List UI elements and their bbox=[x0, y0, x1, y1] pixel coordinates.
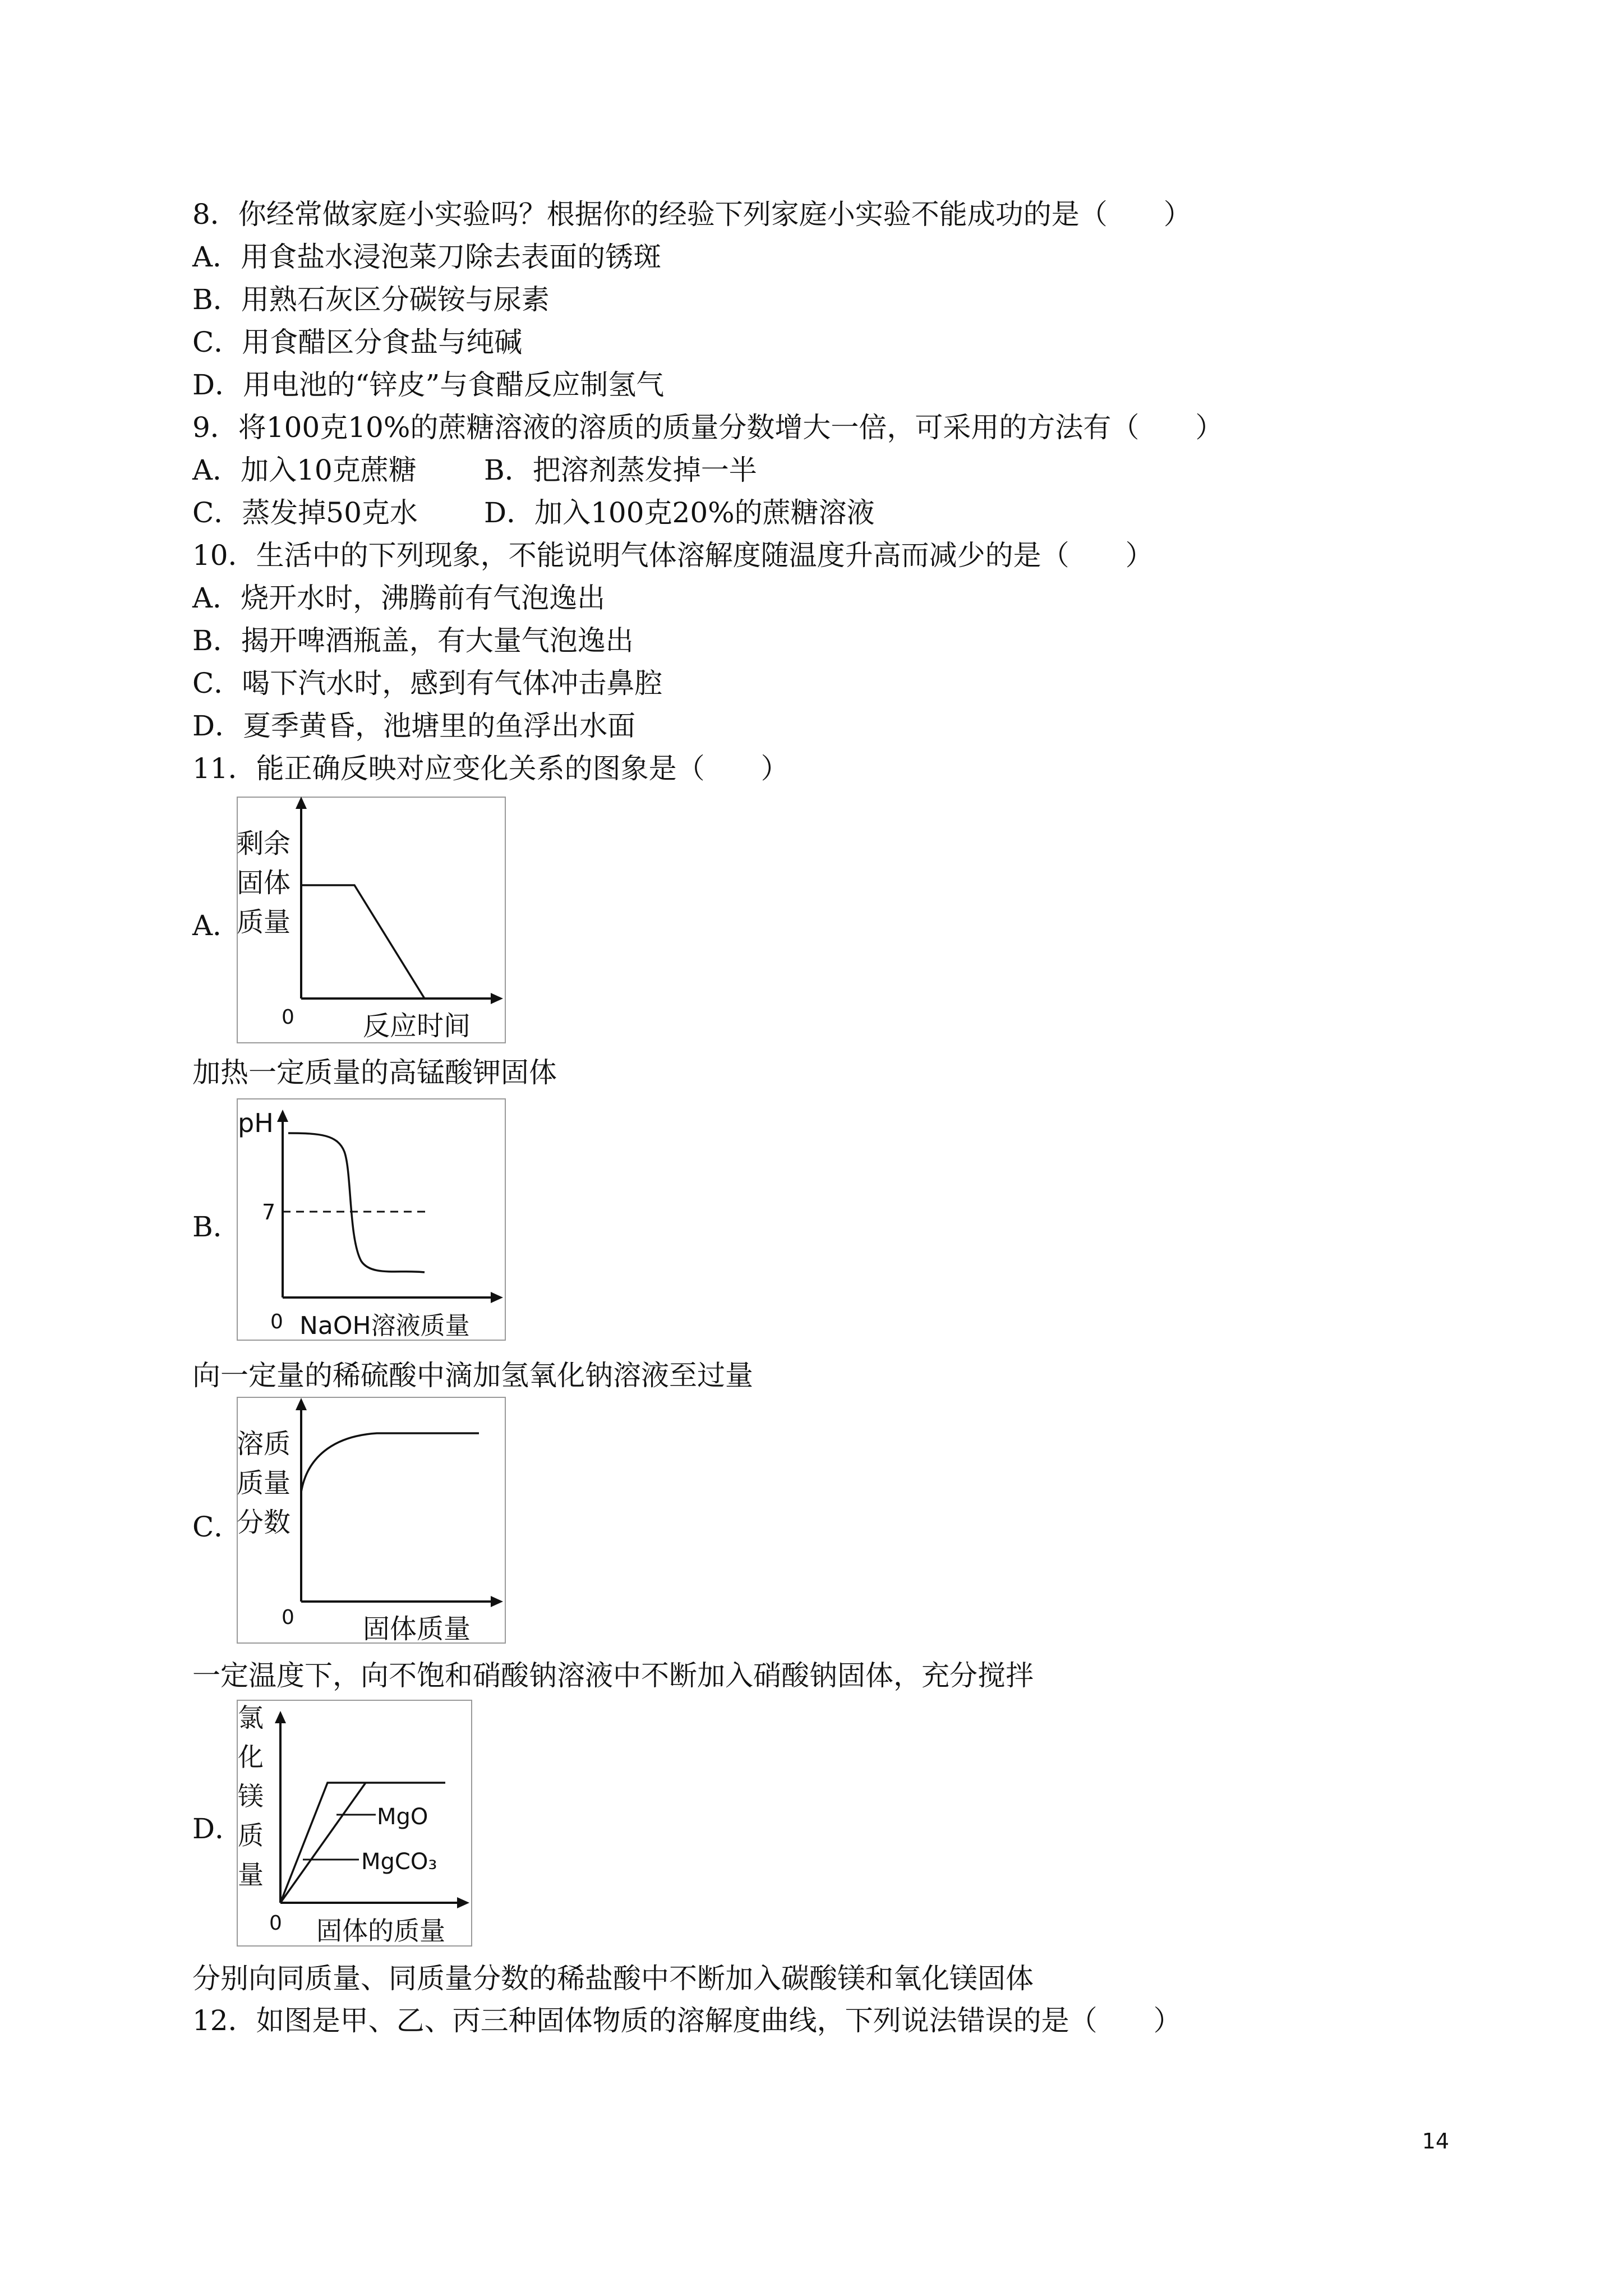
q8-option-c: C．用食醋区分食盐与纯碱 bbox=[192, 326, 523, 358]
q12-stem: 12．如图是甲、乙、丙三种固体物质的溶解度曲线，下列说法错误的是（ ） bbox=[192, 2004, 1182, 2037]
graph-d-label-mgo: MgO bbox=[377, 1804, 428, 1830]
graph-c-x-label: 固体质量 bbox=[363, 1613, 471, 1645]
q9-option-d: D．加入100克20%的蔗糖溶液 bbox=[484, 496, 875, 529]
graph-d-y-label-4: 质 bbox=[238, 1820, 264, 1851]
q11-option-c-caption: 一定温度下，向不饱和硝酸钠溶液中不断加入硝酸钠固体，充分搅拌 bbox=[192, 1659, 1034, 1692]
graph-c-y-arrow bbox=[296, 1398, 307, 1410]
q11-option-b-caption: 向一定量的稀硫酸中滴加氢氧化钠溶液至过量 bbox=[192, 1359, 753, 1392]
q11-option-d-caption: 分别向同质量、同质量分数的稀盐酸中不断加入碳酸镁和氧化镁固体 bbox=[192, 1962, 1034, 1995]
q10-option-c: C．喝下汽水时，感到有气体冲击鼻腔 bbox=[192, 667, 663, 700]
q8-stem: 8．你经常做家庭小实验吗？根据你的经验下列家庭小实验不能成功的是（ ） bbox=[192, 198, 1192, 231]
q9-option-row-2 bbox=[192, 495, 875, 531]
graph-d-y-label-1: 氯 bbox=[238, 1703, 264, 1733]
q9-option-c: C．蒸发掉50克水 bbox=[192, 496, 418, 529]
q8-option-a: A．用食盐水浸泡菜刀除去表面的锈斑 bbox=[192, 241, 662, 273]
graph-b-frame bbox=[237, 1099, 505, 1340]
graph-a-y-arrow bbox=[296, 797, 307, 809]
q9-option-row-1 bbox=[192, 452, 757, 488]
graph-c-x-arrow bbox=[491, 1596, 503, 1607]
graph-c-y-label-2: 质量 bbox=[237, 1467, 291, 1499]
graph-b-y-label: pH bbox=[238, 1108, 274, 1138]
graph-b-tick-7: 7 bbox=[262, 1200, 276, 1225]
graph-a-x-arrow bbox=[491, 993, 503, 1004]
graph-a-y-label-1: 剩余 bbox=[237, 828, 291, 859]
q8-option-d: D．用电池的“锌皮”与食醋反应制氢气 bbox=[192, 369, 665, 401]
graph-d-curve-mgo bbox=[280, 1783, 445, 1903]
q11-option-b-label: B． bbox=[192, 1211, 241, 1243]
q11-option-d-label: D． bbox=[192, 1812, 243, 1845]
graph-a-origin: 0 bbox=[282, 1006, 294, 1029]
graph-b-x-label: NaOH溶液质量 bbox=[299, 1312, 470, 1340]
graph-a-x-label: 反应时间 bbox=[363, 1010, 471, 1042]
q11-graph-d bbox=[237, 1700, 472, 1947]
graph-d-y-arrow bbox=[275, 1711, 286, 1723]
graph-b-x-arrow bbox=[491, 1292, 503, 1303]
graph-d-y-label-2: 化 bbox=[238, 1742, 264, 1772]
graph-a-y-label-3: 质量 bbox=[237, 907, 291, 938]
q11-graph-b bbox=[237, 1098, 506, 1341]
graph-a-curve bbox=[301, 885, 425, 999]
graph-d-frame bbox=[237, 1700, 472, 1946]
q8-option-b: B．用熟石灰区分碳铵与尿素 bbox=[192, 283, 550, 316]
q9-option-b: B．把溶剂蒸发掉一半 bbox=[484, 454, 757, 486]
graph-b-curve bbox=[288, 1133, 425, 1272]
q11-graph-a bbox=[237, 797, 506, 1043]
q11-option-a-label: A． bbox=[192, 909, 241, 942]
graph-c-y-label-3: 分数 bbox=[237, 1507, 291, 1538]
graph-d-curve-mgco3 bbox=[280, 1783, 366, 1903]
q11-stem: 11．能正确反映对应变化关系的图象是（ ） bbox=[192, 752, 789, 785]
graph-d-y-label-3: 镁 bbox=[238, 1781, 264, 1811]
graph-d-label-mgco3: MgCO₃ bbox=[361, 1849, 437, 1875]
q9-option-a: A．加入10克蔗糖 bbox=[192, 454, 417, 486]
graph-a-y-label-2: 固体 bbox=[237, 867, 291, 899]
q10-stem: 10．生活中的下列现象，不能说明气体溶解度随温度升高而减少的是（ ） bbox=[192, 539, 1154, 572]
q10-option-d: D．夏季黄昏，池塘里的鱼浮出水面 bbox=[192, 710, 636, 742]
q9-stem: 9．将100克10%的蔗糖溶液的溶质的质量分数增大一倍，可采用的方法有（ ） bbox=[192, 411, 1224, 444]
graph-d-x-arrow bbox=[457, 1897, 469, 1908]
q11-graph-c bbox=[237, 1397, 506, 1644]
graph-c-curve bbox=[301, 1433, 479, 1492]
graph-c-origin: 0 bbox=[282, 1606, 294, 1629]
graph-d-x-label: 固体的质量 bbox=[316, 1916, 445, 1946]
q11-option-c-label: C． bbox=[192, 1511, 242, 1543]
graph-d-origin: 0 bbox=[269, 1912, 282, 1935]
q10-option-a: A．烧开水时，沸腾前有气泡逸出 bbox=[192, 582, 606, 614]
q10-option-b: B．揭开啤酒瓶盖，有大量气泡逸出 bbox=[192, 624, 634, 657]
page-number: 14 bbox=[1422, 2129, 1449, 2154]
graph-b-origin: 0 bbox=[270, 1310, 283, 1333]
q11-option-a-caption: 加热一定质量的高锰酸钾固体 bbox=[192, 1056, 557, 1089]
graph-b-y-arrow bbox=[277, 1110, 288, 1122]
graph-c-y-label-1: 溶质 bbox=[237, 1428, 291, 1460]
graph-d-y-label-5: 量 bbox=[238, 1860, 264, 1890]
